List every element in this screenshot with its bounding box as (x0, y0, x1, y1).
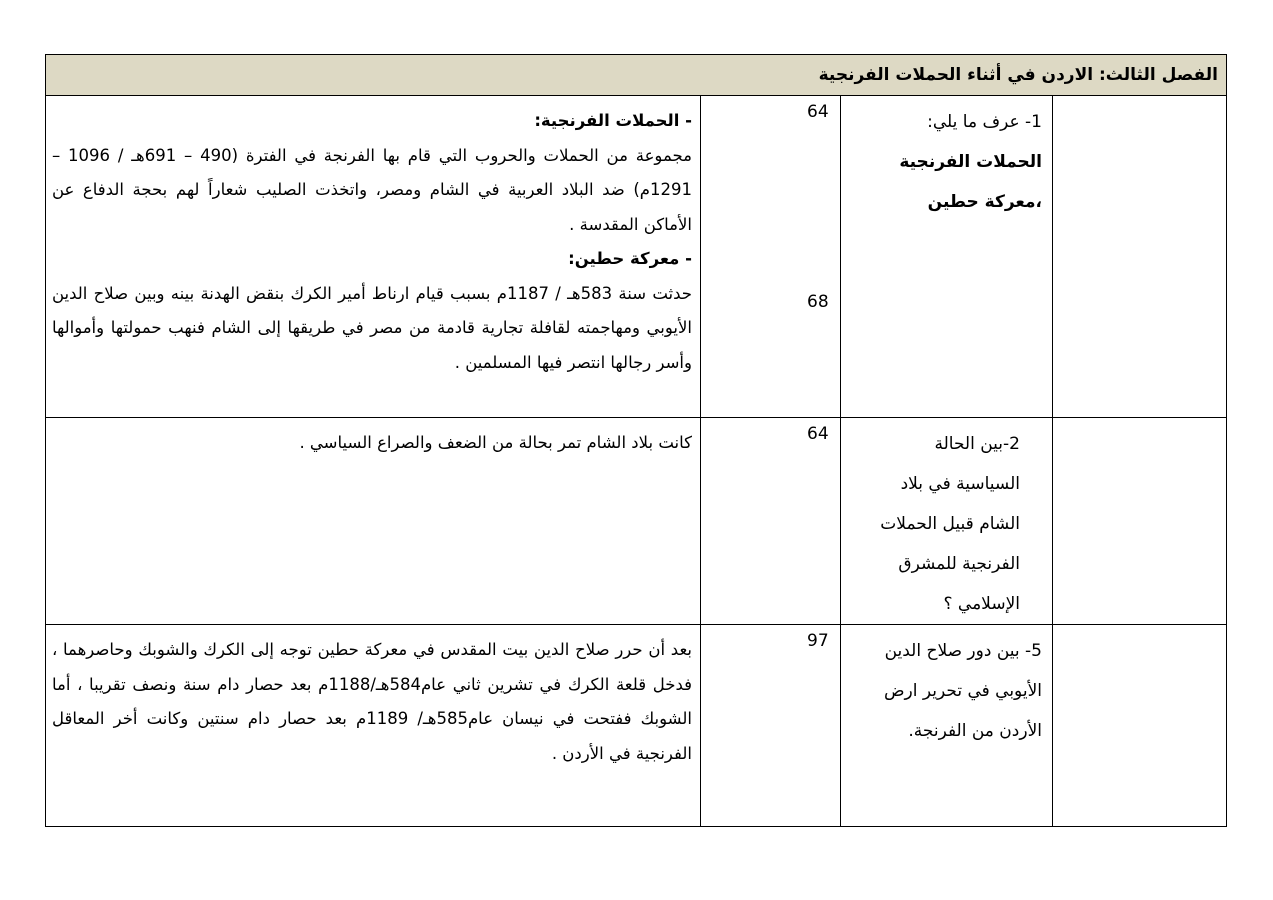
page-number: 64 (807, 424, 829, 444)
page-number: 68 (807, 292, 829, 312)
chapter-title: الفصل الثالث: الاردن في أثناء الحملات الفرنجية (45, 55, 1226, 96)
table-row (45, 96, 1226, 418)
question-cell (841, 96, 1053, 418)
question-term: الحملات الفرنجية (899, 152, 1042, 172)
answer-heading: - معركة حطين: (568, 249, 692, 268)
page-number: 64 (807, 102, 829, 122)
answer-cell (45, 418, 700, 625)
question-term: ،معركة حطين (927, 192, 1042, 212)
question-text: الإسلامي ؟ (943, 594, 1020, 614)
question-text: 5- بين دور صلاح الدين (884, 641, 1042, 661)
answer-text: حدثت سنة 583هـ / 1187م بسبب قيام ارناط أمير الكرك بنقض الهدنة بينه وبين صلاح الدين الأيوبي ومهاجمته لقافلة تجارية قادمة من مصر في طريقها إلى الشام فنهب حمولتها وأموالها وأسر رجالها انتصر فيها المسلمين . (51, 283, 692, 372)
header-row (45, 55, 1226, 96)
table-row (45, 625, 1226, 827)
empty-cell (1053, 625, 1227, 827)
page-number: 97 (807, 631, 829, 651)
page-cell (701, 418, 841, 625)
answer-sheet (46, 54, 1227, 827)
questions-table (45, 54, 1227, 827)
question-cell (841, 625, 1053, 827)
question-text: الأيوبي في تحرير ارض (883, 681, 1042, 701)
question-text: الشام قبيل الحملات (880, 514, 1020, 534)
answer-text: كانت بلاد الشام تمر بحالة من الضعف والصراع السياسي . (299, 433, 692, 452)
question-text: السياسية في بلاد (900, 474, 1020, 494)
empty-cell (1053, 418, 1227, 625)
answer-text: بعد أن حرر صلاح الدين بيت المقدس في معركة حطين توجه إلى الكرك والشوبك وحاصرهما ، فدخل قلعة الكرك في تشرين ثاني عام584هـ/1188م بعد حصار دام سنة ونصف تقريبا ، أما الشوبك ففتحت في نيسان عام585هـ/ 1189م بعد حصار دام سنتين وكانت أخر المعاقل الفرنجية في الأردن . (51, 640, 693, 763)
question-text: الفرنجية للمشرق (898, 554, 1020, 574)
empty-cell (1053, 96, 1227, 418)
question-text: 1- عرف ما يلي: (927, 112, 1042, 132)
answer-text: مجموعة من الحملات والحروب التي قام بها الفرنجة في الفترة (490 – 691هـ / 1096 – 1291م) ضد البلاد العربية في الشام ومصر، واتخذت الصليب شعاراً لهم بحجة الدفاع عن الأماكن المقدسة . (51, 145, 692, 234)
page-cell (701, 96, 841, 418)
question-cell (841, 418, 1053, 625)
question-text: الأردن من الفرنجة. (908, 721, 1042, 741)
table-row (45, 418, 1226, 625)
answer-cell (45, 625, 700, 827)
page-cell (701, 625, 841, 827)
answer-heading: - الحملات الفرنجية: (534, 111, 692, 130)
question-text: 2-بين الحالة (934, 434, 1020, 454)
answer-cell (45, 96, 700, 418)
